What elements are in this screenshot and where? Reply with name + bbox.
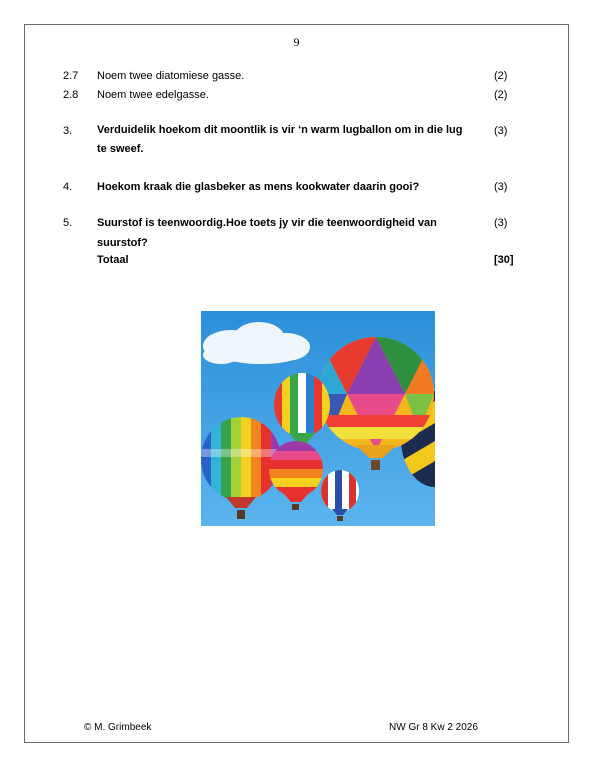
question-mark: (3) [494,217,508,229]
question-mark: (2) [494,70,508,82]
footer-copyright: © M. Grimbeek [84,722,152,733]
footer-document-code: NW Gr 8 Kw 2 2026 [389,722,478,733]
question-text: Hoekom kraak die glasbeker as mens kookwater daarin gooi? [97,181,420,193]
question-number: 4. [63,181,73,193]
question-mark: (2) [494,89,508,101]
question-text: Verduidelik hoekom dit moontlik is vir ‘n warm lugballon om in die lug te sweef. [97,124,463,155]
question-text: Noem twee edelgasse. [97,89,209,101]
question-number: 5. [63,217,73,229]
question-mark: (3) [494,181,508,193]
question-number: 2.7 [63,70,79,82]
total-label: Totaal [97,254,129,266]
question-number: 3. [63,125,73,137]
question-text: Suurstof is teenwoordig.Hoe toets jy vir die teenwoordigheid van suurstof? [97,217,437,249]
question-number: 2.8 [63,89,79,101]
question-mark: (3) [494,125,508,137]
hot-air-balloons-image [201,311,435,526]
question-text: Noem twee diatomiese gasse. [97,70,245,82]
total-mark: [30] [494,254,514,266]
page-number: 9 [293,35,300,49]
